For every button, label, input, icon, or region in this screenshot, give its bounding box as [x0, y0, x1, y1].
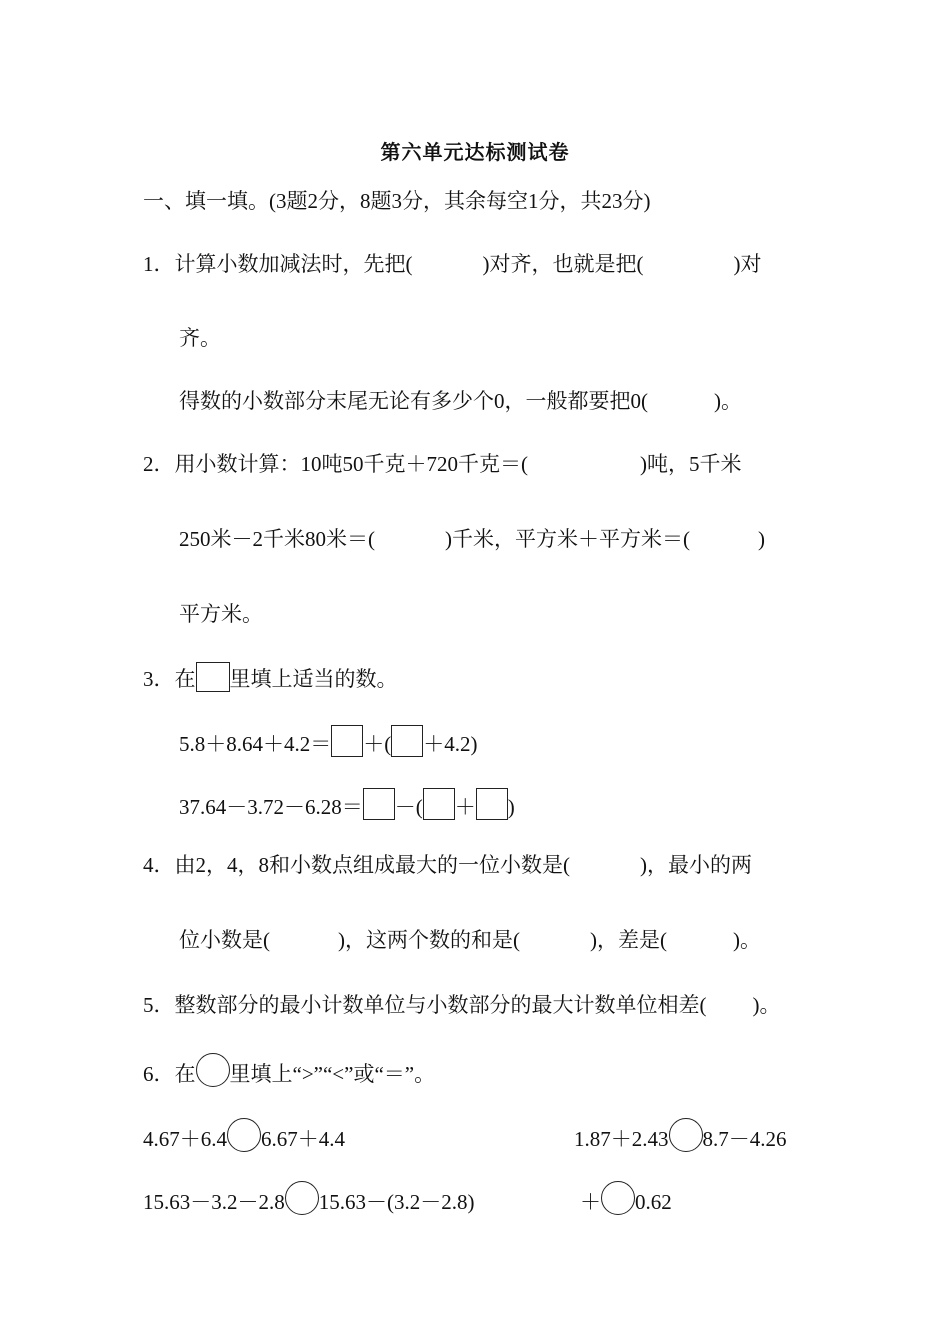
- compare-circle[interactable]: [285, 1181, 319, 1215]
- square-box-icon: [196, 662, 230, 692]
- expression: 15.63－3.2－2.8: [143, 1190, 285, 1214]
- question-text: 得数的小数部分末尾无论有多少个0，一般都要把0(: [179, 389, 648, 413]
- answer-box[interactable]: [423, 788, 455, 820]
- question-number: 2．: [143, 452, 175, 476]
- expression: 1.87＋2.43: [574, 1127, 669, 1151]
- question-text: )，最小的两: [640, 853, 752, 877]
- question-1-line-3: [179, 387, 742, 415]
- compare-item-2: [574, 1118, 787, 1153]
- question-4-line-1: [143, 851, 752, 879]
- question-1-line-1: [143, 250, 762, 278]
- expression: ＋4.2): [423, 732, 478, 756]
- compare-circle[interactable]: [669, 1118, 703, 1152]
- question-text: 整数部分的最小计数单位与小数部分的最大计数单位相差(: [174, 993, 707, 1017]
- question-2-line-2: [179, 525, 765, 553]
- expression: 5.8＋8.64＋4.2＝: [179, 732, 332, 756]
- question-number: 4．: [143, 853, 175, 877]
- expression: ＋(: [363, 732, 392, 756]
- question-text: )对: [733, 252, 762, 276]
- page-title: 第六单元达标测试卷: [380, 142, 570, 164]
- answer-box[interactable]: [476, 788, 508, 820]
- expression: 15.63－(3.2－2.8): [318, 1190, 475, 1214]
- question-text: 里填上适当的数。: [229, 667, 398, 691]
- question-text: 在: [174, 1062, 196, 1086]
- question-text: 用小数计算：10吨50千克＋720千克＝(: [174, 452, 528, 476]
- expression: 8.7－4.26: [702, 1127, 787, 1151]
- circle-icon: [196, 1053, 230, 1087]
- answer-box[interactable]: [391, 725, 423, 757]
- compare-item-4: [580, 1181, 672, 1216]
- compare-circle[interactable]: [601, 1181, 635, 1215]
- question-text: 计算小数加减法时，先把(: [174, 252, 413, 276]
- question-2-line-3: 平方米。: [179, 602, 263, 626]
- section-heading: 一、填一填。(3题2分，8题3分，其余每空1分，共23分): [143, 189, 651, 213]
- question-1-line-2: 齐。: [179, 326, 221, 350]
- question-text: 在: [174, 667, 196, 691]
- question-text: 由2，4，8和小数点组成最大的一位小数是(: [174, 853, 570, 877]
- question-text: )吨，5千米: [640, 452, 742, 476]
- question-4-line-2: [179, 926, 761, 954]
- question-text: )千米，平方米＋平方米＝(: [445, 527, 690, 551]
- question-text: 250米－2千米80米＝(: [179, 527, 375, 551]
- question-6-line-1: [143, 1053, 435, 1088]
- question-number: 3．: [143, 667, 175, 691]
- question-2-line-1: [143, 450, 742, 478]
- question-5: [143, 991, 781, 1019]
- compare-item-1: [143, 1118, 345, 1153]
- question-text: )。: [714, 389, 742, 413]
- expression: －(: [394, 795, 423, 819]
- expression: 37.64－3.72－6.28＝: [179, 795, 363, 819]
- expression: ＋: [454, 795, 476, 819]
- question-text: ): [758, 527, 765, 551]
- question-text: 里填上“>”“<”或“＝”。: [229, 1062, 436, 1086]
- expression: 0.62: [635, 1190, 672, 1214]
- question-3-row-2: [179, 788, 515, 821]
- compare-circle[interactable]: [227, 1118, 261, 1152]
- expression: 6.67＋4.4: [261, 1127, 345, 1151]
- expression: 4.67＋6.4: [143, 1127, 227, 1151]
- expression: ): [507, 795, 515, 819]
- question-text: )。: [733, 928, 761, 952]
- answer-box[interactable]: [331, 725, 363, 757]
- question-text: )，差是(: [590, 928, 667, 952]
- question-3-line-1: [143, 662, 398, 693]
- answer-box[interactable]: [363, 788, 395, 820]
- question-text: 位小数是(: [179, 928, 270, 952]
- question-3-row-1: [179, 725, 478, 758]
- question-text: )。: [752, 993, 781, 1017]
- expression: ＋: [580, 1190, 601, 1214]
- compare-item-3: [143, 1181, 475, 1216]
- question-number: 6．: [143, 1062, 175, 1086]
- question-text: )对齐，也就是把(: [482, 252, 644, 276]
- question-number: 5．: [143, 993, 175, 1017]
- question-text: )，这两个数的和是(: [338, 928, 520, 952]
- question-number: 1．: [143, 252, 175, 276]
